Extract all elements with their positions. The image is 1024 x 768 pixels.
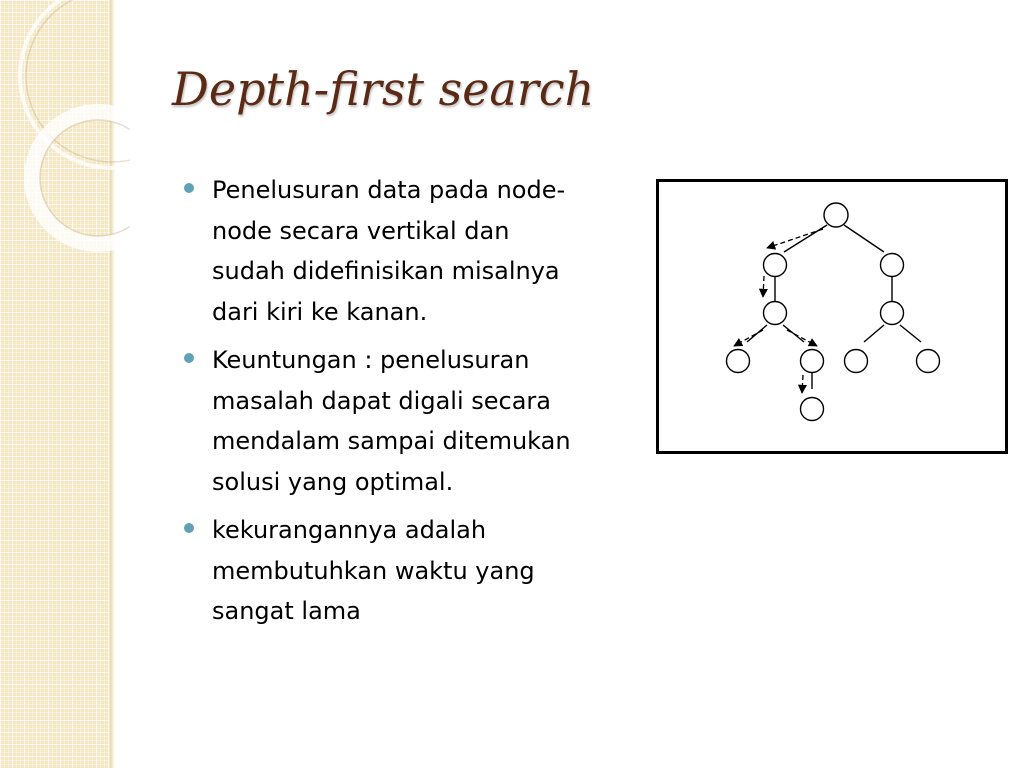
bullet-text: kekurangannya adalah membutuhkan waktu yang sangat lama (212, 516, 535, 625)
tree-node (881, 254, 904, 277)
tree-edge (844, 225, 884, 252)
tree-node (881, 302, 904, 325)
bullet-dot-icon (184, 183, 194, 193)
tree-edge (784, 225, 827, 252)
bullet-item (184, 340, 624, 502)
tree-edge (783, 325, 804, 342)
traversal-arrow (763, 276, 764, 297)
tree-node (801, 398, 824, 421)
tree-edge (864, 325, 884, 342)
bullet-item (184, 170, 624, 332)
tree-diagram-frame (656, 179, 1008, 454)
bullet-dot-icon (184, 523, 194, 533)
tree-node (764, 302, 787, 325)
bullet-item (184, 510, 624, 632)
tree-edge (747, 325, 767, 342)
decorative-rings (0, 0, 130, 260)
bullet-list (184, 170, 624, 640)
traversal-arrow (734, 330, 763, 346)
traversal-arrow (802, 375, 803, 393)
tree-node-root (824, 203, 848, 227)
bullet-text: Keuntungan : penelusuran masalah dapat digali secara mendalam sampai ditemukan solusi yang optimal. (212, 346, 571, 496)
tree-node (801, 350, 824, 373)
tree-node (727, 350, 750, 373)
bullet-text: Penelusuran data pada node- node secara vertikal dan sudah didefinisikan misalnya dari kiri ke kanan. (212, 176, 566, 326)
bullet-dot-icon (184, 353, 194, 363)
dfs-tree-diagram (659, 182, 1005, 451)
tree-node (764, 254, 787, 277)
slide-title: Depth-first search (172, 62, 595, 116)
tree-node (845, 350, 868, 373)
tree-edge (900, 325, 921, 342)
tree-node (917, 350, 940, 373)
